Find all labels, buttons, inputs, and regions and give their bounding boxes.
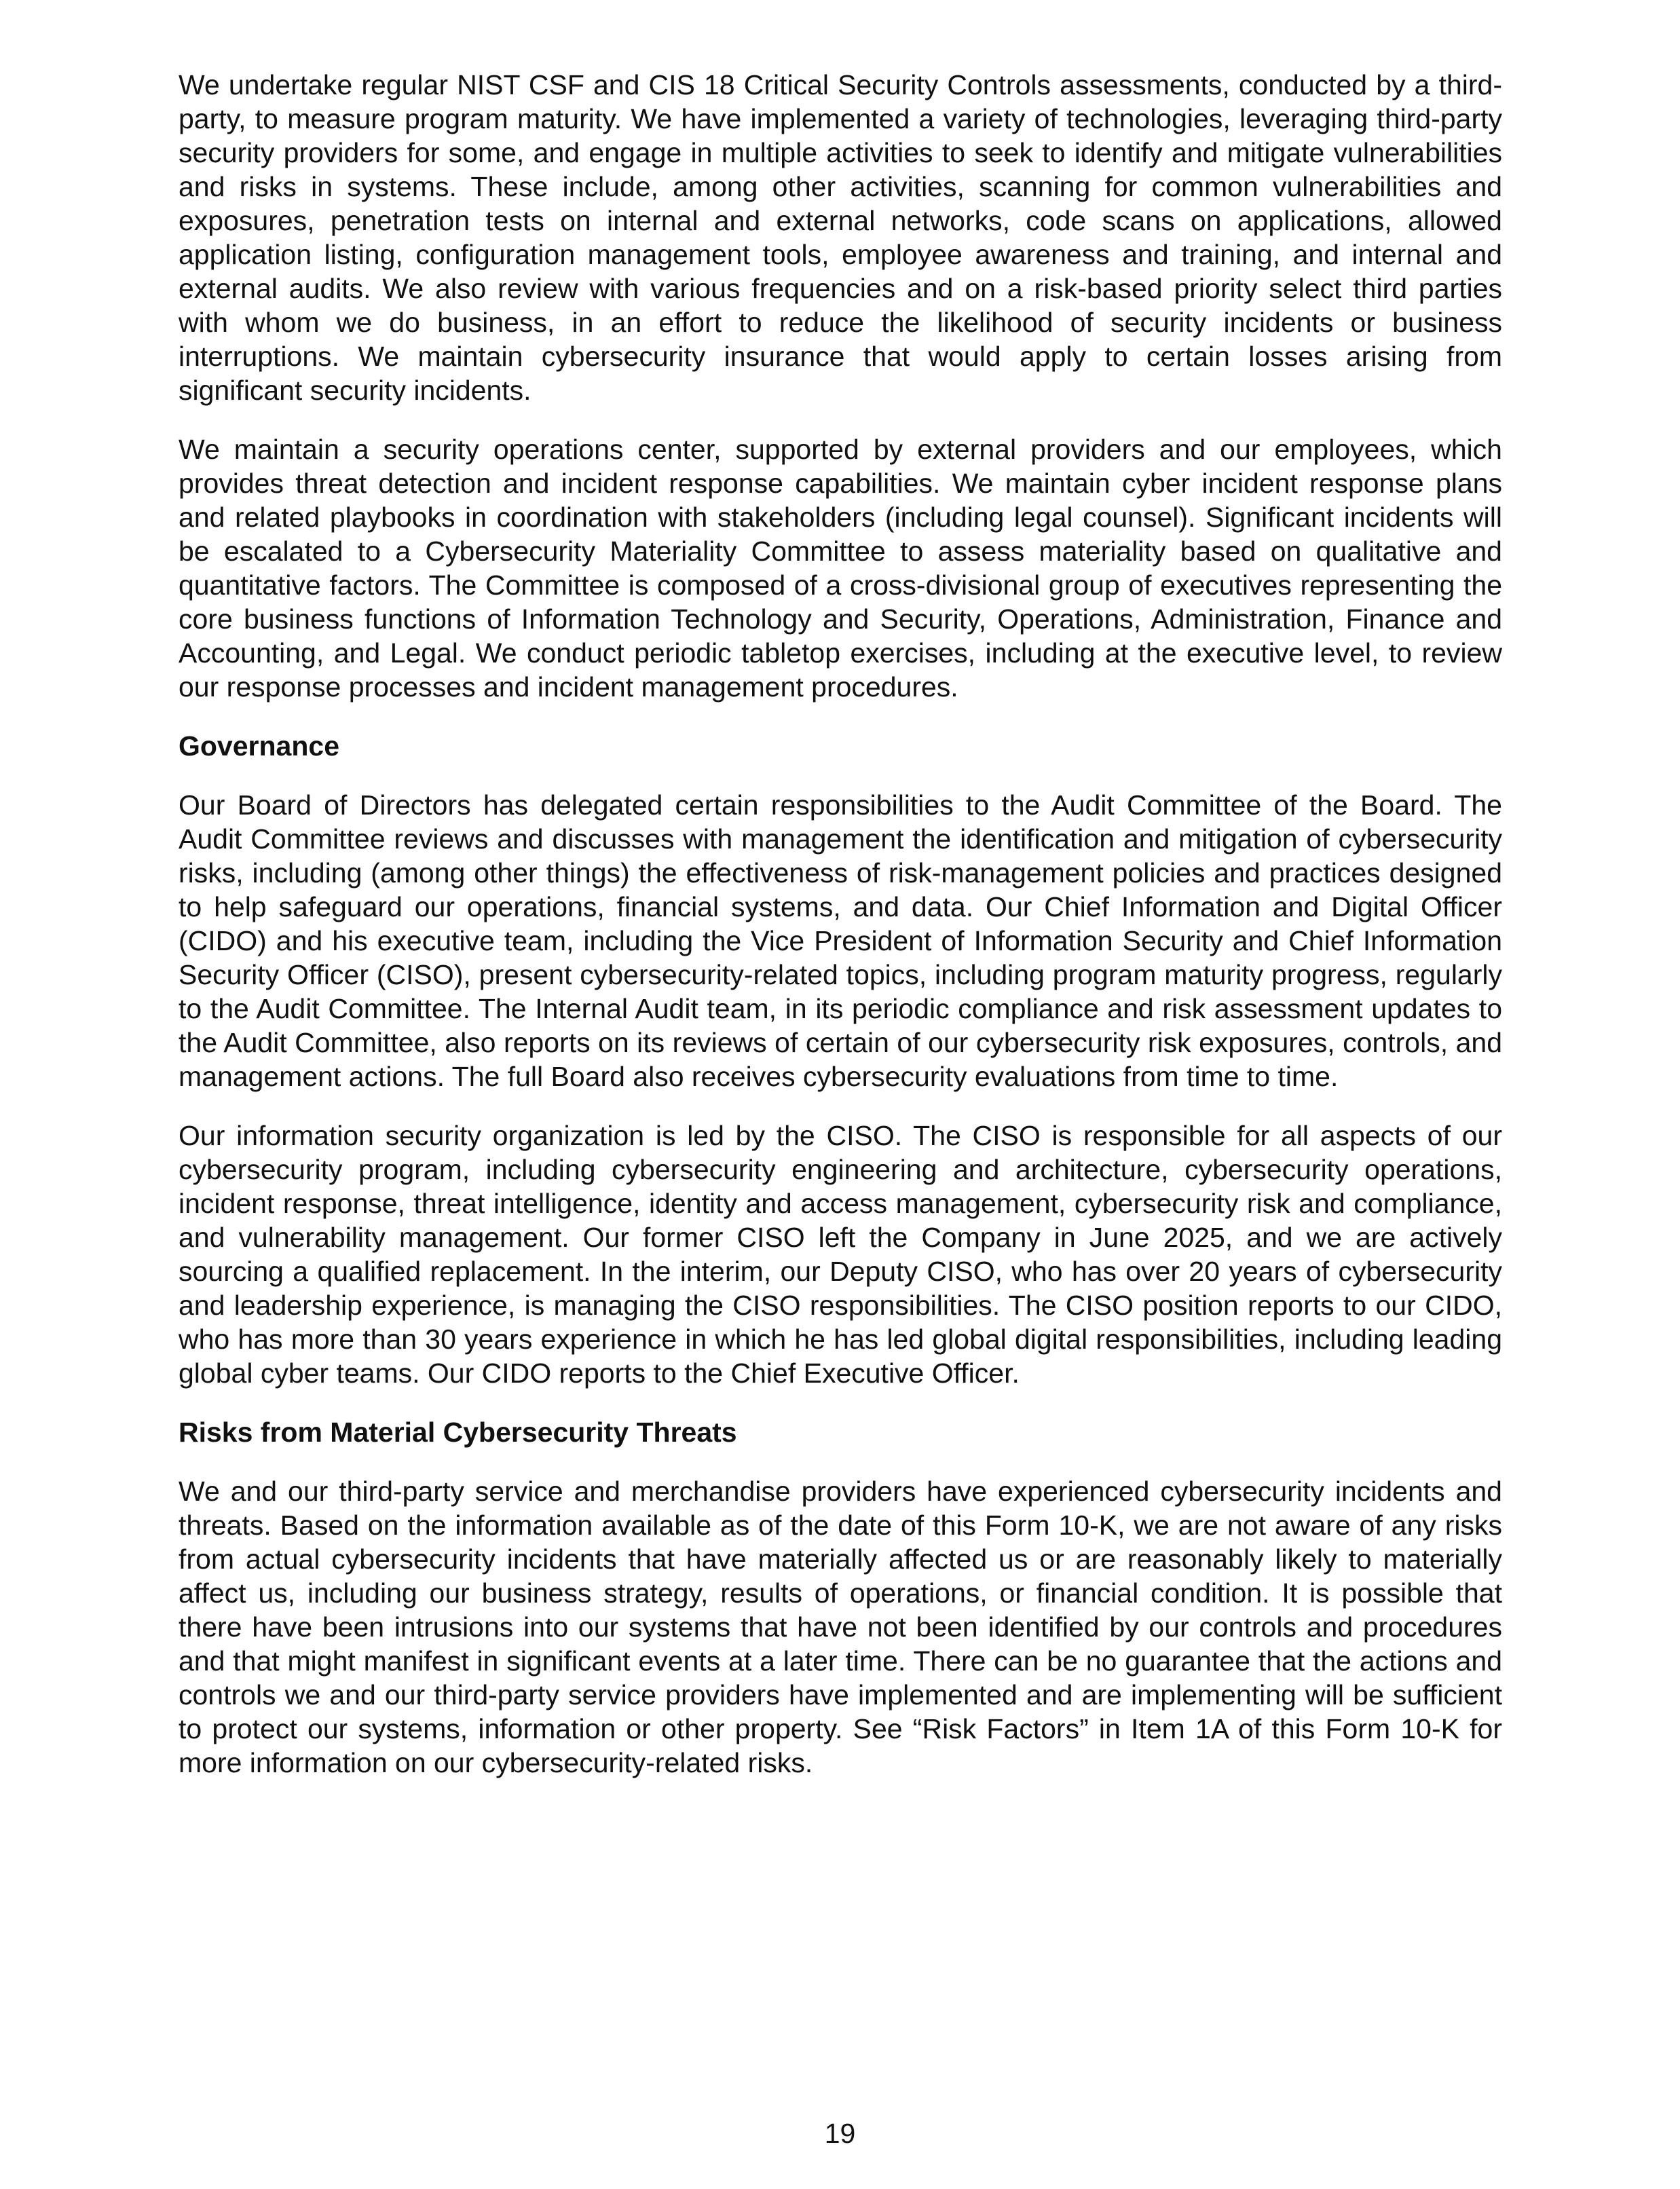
section-heading-risks: Risks from Material Cybersecurity Threats — [179, 1417, 737, 1448]
paragraph-information-security-organization: Our information security organization is led by the CISO. The CISO is responsible for all aspects of our cybersecurity program, including cybersecurity engineering and architecture, cybersecurity operations, incident response, threat intelligence, identity and access management, cybersecurity risk and compliance, and vulnerability management. Our former CISO left the Company in June 2025, and we are actively sourcing a qualified replacement. In the interim, our Deputy CISO, who has over 20 years of cybersecurity and leadership experience, is managing the CISO responsibilities. The CISO position reports to our CIDO, who has more than 30 years experience in which he has led global digital responsibilities, including leading global cyber teams. Our CIDO reports to the Chief Executive Officer. — [179, 1120, 1502, 1389]
section-heading-governance: Governance — [179, 730, 339, 762]
paragraph-risks-from-threats: We and our third-party service and merchandise providers have experienced cybersecurity incidents and threats. Based on the information available as of the date of this Form 10-K, we are not aware of any risks from actual cybersecurity incidents that have materially affected us or are reasonably likely to materially affect us, including our business strategy, results of operations, or financial condition. It is possible that there have been intrusions into our systems that have not been identified by our controls and procedures and that might manifest in significant events at a later time. There can be no guarantee that the actions and controls we and our third-party service providers have implemented and are implementing will be sufficient to protect our systems, information or other property. See “Risk Factors” in Item 1A of this Form 10-K for more information on our cybersecurity-related risks. — [179, 1476, 1502, 1778]
paragraph-security-operations: We maintain a security operations center, supported by external providers and our employees, which provides threat detection and incident response capabilities. We maintain cyber incident response plans and related playbooks in coordination with stakeholders (including legal counsel). Significant incidents will be escalated to a Cybersecurity Materiality Committee to assess materiality based on qualitative and quantitative factors. The Committee is composed of a cross-divisional group of executives representing the core business functions of Information Technology and Security, Operations, Administration, Finance and Accounting, and Legal. We conduct periodic tabletop exercises, including at the executive level, to review our response processes and incident management procedures. — [179, 434, 1502, 703]
page-number: 19 — [824, 2118, 856, 2149]
document-body — [179, 68, 1502, 1805]
paragraph-board-oversight: Our Board of Directors has delegated certain responsibilities to the Audit Committee of the Board. The Audit Committee reviews and discusses with management the identification and mitigation of cybersecurity risks, including (among other things) the effectiveness of risk-management policies and practices designed to help safeguard our operations, financial systems, and data. Our Chief Information and Digital Officer (CIDO) and his executive team, including the Vice President of Information Security and Chief Information Security Officer (CISO), present cybersecurity-related topics, including program maturity progress, regularly to the Audit Committee. The Internal Audit team, in its periodic compliance and risk assessment updates to the Audit Committee, also reports on its reviews of certain of our cybersecurity risk exposures, controls, and management actions. The full Board also receives cybersecurity evaluations from time to time. — [179, 789, 1502, 1092]
paragraph-assessments: We undertake regular NIST CSF and CIS 18 Critical Security Controls assessments, conducted by a third-party, to measure program maturity. We have implemented a variety of technologies, leveraging third-party security providers for some, and engage in multiple activities to seek to identify and mitigate vulnerabilities and risks in systems. These include, among other activities, scanning for common vulnerabilities and exposures, penetration tests on internal and external networks, code scans on applications, allowed application listing, configuration management tools, employee awareness and training, and internal and external audits. We also review with various frequencies and on a risk-based priority select third parties with whom we do business, in an effort to reduce the likelihood of security incidents or business interruptions. We maintain cybersecurity insurance that would apply to certain losses arising from significant security incidents. — [179, 69, 1502, 406]
